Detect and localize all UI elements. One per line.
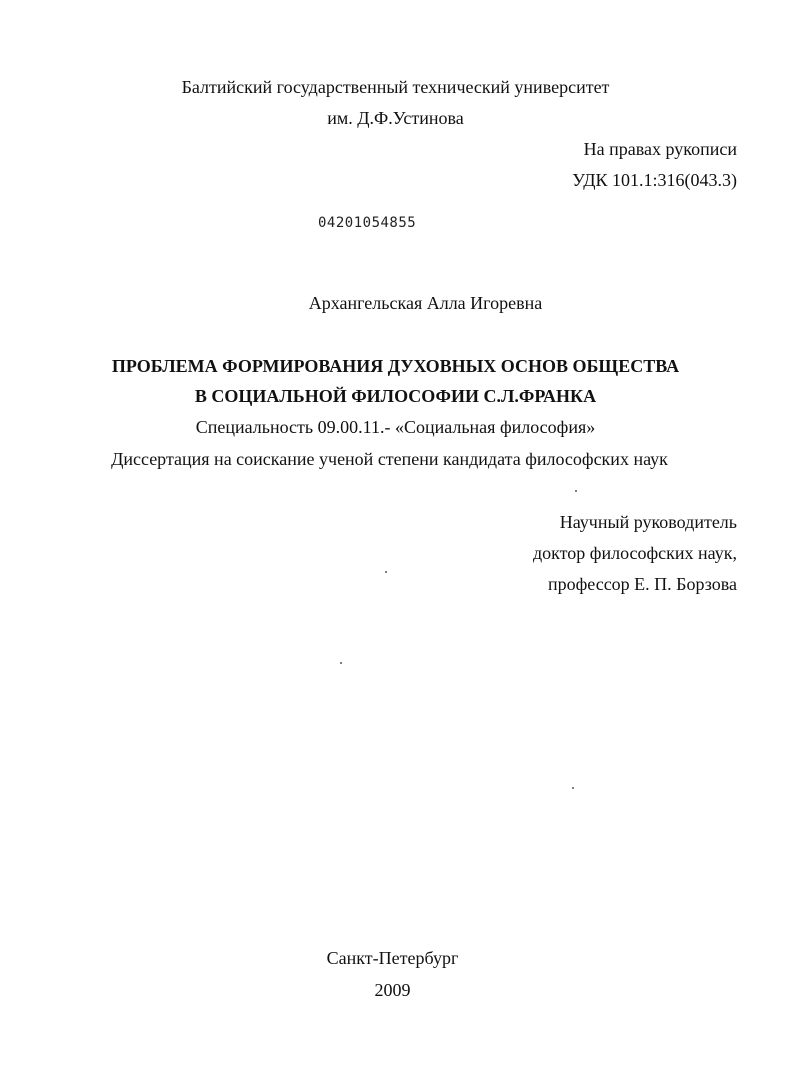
scan-speck: [575, 490, 577, 492]
supervisor-name: профессор Е. П. Борзова: [547, 574, 737, 594]
dissertation-title-line-2: В СОЦИАЛЬНОЙ ФИЛОСОФИИ С.Л.ФРАНКА: [194, 386, 597, 406]
specialty: Специальность 09.00.11.- «Социальная философия»: [195, 417, 596, 437]
scan-speck: [385, 571, 387, 573]
dissertation-title-line-1: ПРОБЛЕМА ФОРМИРОВАНИЯ ДУХОВНЫХ ОСНОВ ОБЩЕСТВА: [111, 356, 680, 376]
scan-speck: [572, 787, 574, 789]
university-named-after: им. Д.Ф.Устинова: [327, 108, 464, 128]
university-name: Балтийский государственный технический университет: [181, 77, 610, 97]
year: 2009: [374, 980, 411, 1000]
supervisor-label: Научный руководитель: [559, 512, 737, 532]
udc-code: УДК 101.1:316(043.3): [572, 170, 737, 190]
city: Санкт-Петербург: [326, 948, 459, 968]
degree-statement: Диссертация на соискание ученой степени кандидата философских наук: [111, 449, 668, 469]
author-name: Архангельская Алла Игоревна: [308, 293, 543, 313]
manuscript-rights-note: На правах рукописи: [583, 139, 737, 159]
registry-number-stamp: 04201054855: [318, 215, 417, 231]
supervisor-degree: доктор философских наук,: [533, 543, 737, 563]
scan-speck: [340, 662, 342, 664]
